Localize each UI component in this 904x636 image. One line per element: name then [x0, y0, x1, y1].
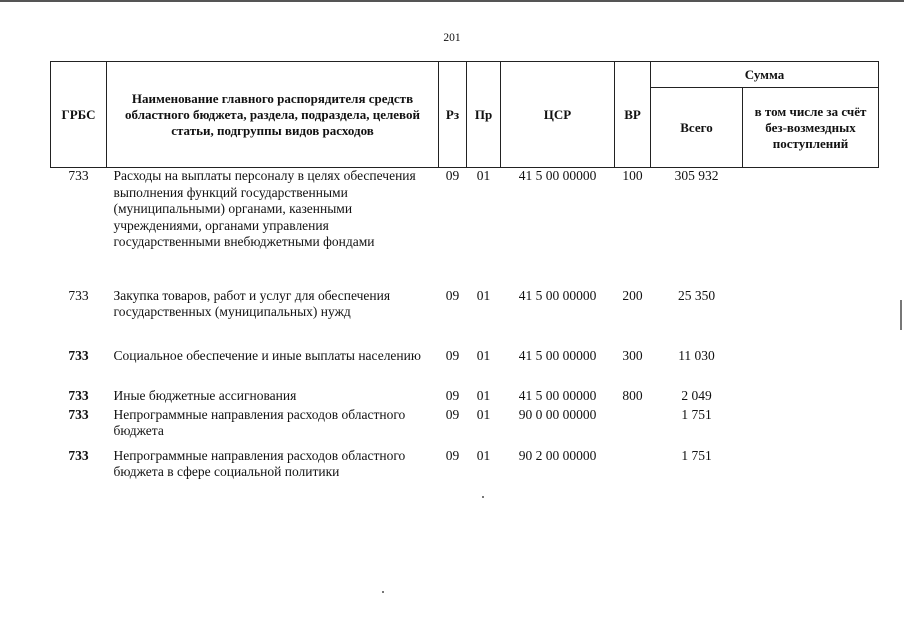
cell-csr: 41 5 00 00000 — [518, 287, 597, 303]
cell-rz: 09 — [445, 168, 460, 183]
header-rz: Рз — [439, 62, 467, 168]
cell-total: 2 049 — [681, 387, 712, 403]
cell-pr: 01 — [476, 387, 491, 403]
header-grbs: ГРБС — [51, 62, 107, 168]
cell-total: 11 030 — [678, 347, 715, 363]
table-row — [51, 448, 879, 508]
cell-pr: 01 — [476, 406, 491, 422]
cell-name: Социальное обеспечение и иные выплаты населению — [113, 347, 421, 363]
scan-top-border — [0, 0, 904, 2]
cell-vr: 100 — [622, 168, 643, 183]
header-vr: ВР — [615, 62, 651, 168]
cell-grbs: 733 — [68, 168, 89, 183]
table-row — [51, 288, 879, 348]
cell-pr: 01 — [476, 447, 491, 463]
table-row — [51, 388, 879, 407]
cell-grbs: 733 — [68, 447, 89, 463]
cell-csr: 41 5 00 00000 — [518, 347, 597, 363]
cell-name: Непрограммные направления расходов областного бюджета — [113, 406, 406, 438]
cell-name: Закупка товаров, работ и услуг для обеспечения государственных (муниципальных) нужд — [113, 287, 391, 319]
cell-rz: 09 — [445, 447, 460, 463]
table-row — [51, 348, 879, 388]
table-row — [51, 407, 879, 448]
cell-csr: 41 5 00 00000 — [518, 168, 597, 183]
cell-grbs: 733 — [68, 347, 89, 363]
cell-grbs: 733 — [68, 287, 89, 303]
header-csr: ЦСР — [501, 62, 615, 168]
cell-rz: 09 — [445, 387, 460, 403]
cell-total: 305 932 — [674, 168, 719, 183]
header-pr: Пр — [467, 62, 501, 168]
header-name: Наименование главного распорядителя средств областного бюджета, раздела, подраздела, целевой статьи, подгруппы видов расходов — [107, 62, 439, 168]
cell-vr — [615, 407, 651, 448]
cell-grants — [743, 407, 879, 448]
cell-grbs: 733 — [68, 406, 89, 422]
scan-dust-mark — [382, 591, 384, 593]
header-total: Всего — [651, 88, 743, 168]
cell-rz: 09 — [445, 287, 460, 303]
cell-name: Непрограммные направления расходов областного бюджета в сфере социальной политики — [113, 447, 406, 479]
budget-table — [50, 61, 879, 508]
cell-csr: 90 0 00 00000 — [518, 406, 597, 422]
cell-vr: 200 — [622, 287, 643, 303]
cell-vr — [615, 448, 651, 508]
page-number: 201 — [443, 32, 461, 44]
cell-grants — [743, 388, 879, 407]
cell-total: 25 350 — [677, 287, 716, 303]
cell-grants — [743, 288, 879, 348]
cell-pr: 01 — [476, 347, 491, 363]
cell-rz: 09 — [445, 406, 460, 422]
cell-pr: 01 — [476, 287, 491, 303]
cell-csr: 90 2 00 00000 — [518, 447, 597, 463]
cell-csr: 41 5 00 00000 — [518, 387, 597, 403]
cell-total: 1 751 — [681, 406, 712, 422]
cell-pr: 01 — [476, 168, 491, 183]
cell-grbs: 733 — [68, 387, 89, 403]
cell-name: Расходы на выплаты персоналу в целях обеспечения выполнения функций государственными (муниципальными) органами, казенными учреждениями, органами управления государственными внебюджетными фондами — [113, 168, 416, 249]
header-sum: Сумма — [651, 62, 879, 88]
cell-grants — [743, 448, 879, 508]
scan-edge-mark — [900, 300, 902, 330]
cell-total: 1 751 — [681, 447, 712, 463]
cell-vr: 800 — [622, 387, 643, 403]
header-incl-grants: в том числе за счёт без-возмездных поступлений — [743, 88, 879, 168]
cell-name: Иные бюджетные ассигнования — [113, 387, 297, 403]
table-row — [51, 168, 879, 288]
cell-grants — [743, 348, 879, 388]
cell-vr: 300 — [622, 347, 643, 363]
cell-grants — [743, 168, 879, 288]
cell-rz: 09 — [445, 347, 460, 363]
